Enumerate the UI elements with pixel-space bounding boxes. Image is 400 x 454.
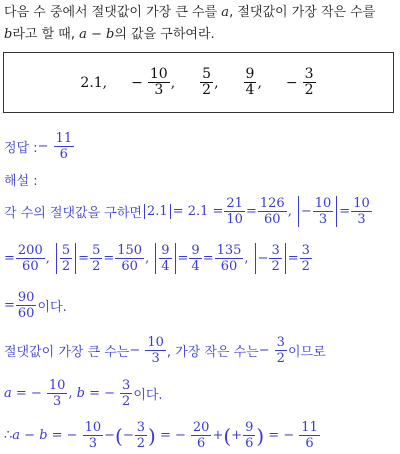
answer-fraction: $\frac{11}{6}$ (55, 131, 73, 162)
var-b: b (4, 27, 13, 42)
var-a: a (221, 5, 230, 20)
number-5-2: $\frac{5}{2}$ , (202, 66, 219, 98)
number-neg-10-3: − $\frac{10}{3}$ , (131, 66, 176, 98)
numbers-box (3, 52, 394, 113)
solution-line-3: = $\frac{90}{60}$ 이다. (4, 290, 67, 321)
expr-a-minus-b: a − b (79, 27, 115, 42)
solution-line-2: = $\frac{200}{60}$ , $\frac{5}{2}$ = $\frac{5}{2}$ = $\frac{150}{60}$ , $\frac{9}{4}$ = $\frac{9}{4}$ = $\frac{135}{60}$ , − $\frac{3}{2}$ = $\frac{3}{2}$ (4, 243, 310, 274)
solution-line-6: ∴ a − b = − $\frac{10}{3}$ − ( − $\frac{3}{2}$ ) = − $\frac{20}{6}$ + ( + $\frac{9}{6}$ ) = − $\frac{11}{6}$ (4, 420, 318, 451)
problem-text: 라고 할 때, (12, 27, 80, 42)
answer-line: 정답 : − $\frac{11}{6}$ (4, 131, 73, 162)
problem-line-1 (4, 5, 375, 21)
problem-line-2 (4, 27, 215, 43)
problem-text: 의 값을 구하여라. (114, 27, 215, 42)
number-2-1: 2.1, (80, 74, 108, 91)
number-9-4: $\frac{9}{4}$ , (245, 66, 262, 98)
answer-label: 정답 : (4, 141, 38, 156)
explanation-label: 해설 : (4, 174, 38, 189)
numbers-row (4, 67, 393, 98)
solution-line-4: 절댓값이 가장 큰 수는 − $\frac{10}{3}$ , 가장 작은 수는 − $\frac{3}{2}$ 이므로 (4, 335, 326, 366)
problem-text: , 절댓값이 가장 작은 수를 (229, 5, 376, 20)
solution-line-1: 각 수의 절댓값을 구하면 2.1 = 2.1 = $\frac{21}{10}$ = $\frac{126}{60}$ , − $\frac{10}{3}$ = $\frac{10}{3}$ (4, 196, 370, 227)
problem-text: 다음 수 중에서 절댓값이 가장 큰 수를 (4, 5, 222, 20)
number-neg-3-2: − $\frac{3}{2}$ (285, 66, 314, 98)
solution-line-5: a = − $\frac{10}{3}$ , b = − $\frac{3}{2}$ 이다. (4, 378, 163, 409)
